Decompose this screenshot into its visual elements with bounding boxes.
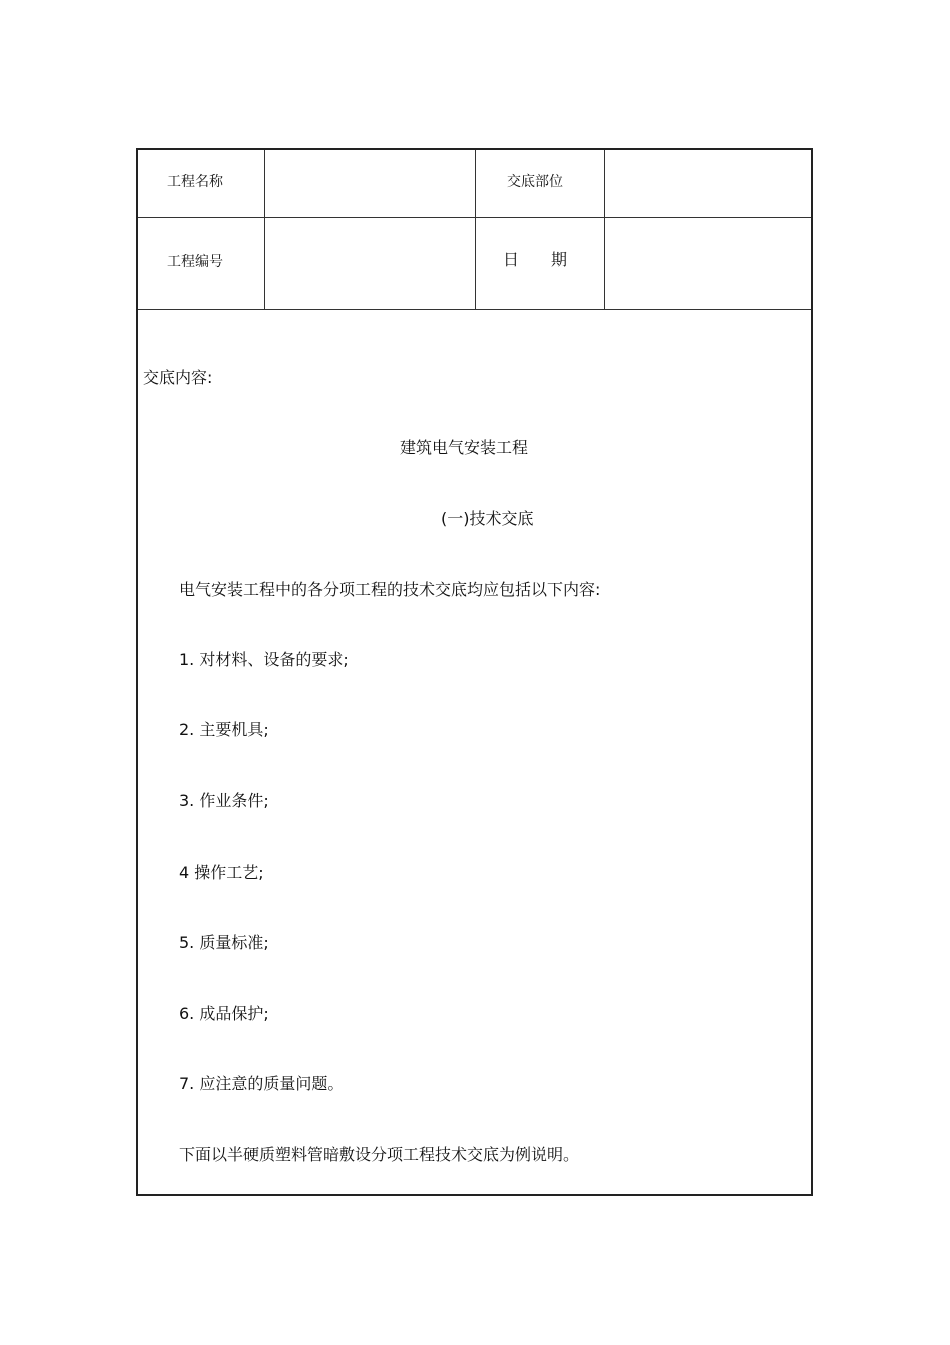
date-label: 日 期 xyxy=(503,250,568,269)
list-item: 3. 作业条件; xyxy=(179,791,269,810)
col-divider-3 xyxy=(604,150,605,309)
list-item: 2. 主要机具; xyxy=(179,720,269,739)
list-item: 6. 成品保护; xyxy=(179,1004,269,1023)
content-section-label: 交底内容: xyxy=(143,368,213,387)
intro-paragraph: 电气安装工程中的各分项工程的技术交底均应包括以下内容: xyxy=(179,580,601,599)
document-title: 建筑电气安装工程 xyxy=(400,438,529,457)
list-item: 7. 应注意的质量问题。 xyxy=(179,1074,344,1093)
project-number-label: 工程编号 xyxy=(167,254,223,270)
project-name-label: 工程名称 xyxy=(167,174,223,190)
col-divider-2 xyxy=(475,150,476,309)
col-divider-1 xyxy=(264,150,265,309)
handover-form xyxy=(136,148,813,1196)
closing-paragraph: 下面以半硬质塑料管暗敷设分项工程技术交底为例说明。 xyxy=(179,1145,580,1164)
list-item: 4 操作工艺; xyxy=(179,863,264,882)
handover-part-label: 交底部位 xyxy=(507,174,563,190)
document-subtitle: (一)技术交底 xyxy=(441,509,534,528)
list-item: 5. 质量标准; xyxy=(179,933,269,952)
list-item: 1. 对材料、设备的要求; xyxy=(179,650,349,669)
row-divider-2 xyxy=(138,309,811,310)
